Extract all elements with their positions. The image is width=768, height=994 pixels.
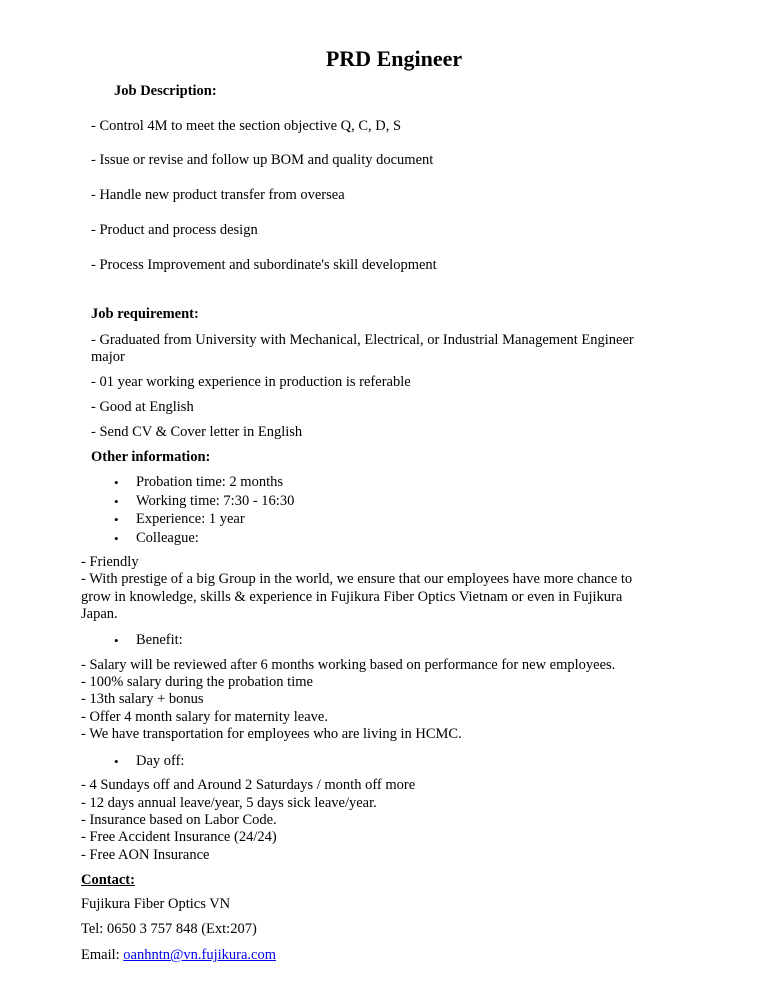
bullet-icon: • <box>114 512 119 527</box>
contact-email-label: Email: <box>81 947 124 963</box>
bullet-icon: • <box>114 494 119 509</box>
job-requirement-item: - 01 year working experience in production is referable <box>91 374 411 390</box>
bullet-icon: • <box>114 754 119 769</box>
benefit-label: Benefit: <box>136 632 183 648</box>
contact-email-row <box>81 947 276 964</box>
job-description-item: - Issue or revise and follow up BOM and quality document <box>91 152 434 168</box>
dayoff-line: - Insurance based on Labor Code. <box>81 812 277 828</box>
benefit-line: - 100% salary during the probation time <box>81 674 313 690</box>
benefit-line: - 13th salary + bonus <box>81 691 204 707</box>
bullet-item: Colleague: <box>136 530 199 546</box>
job-description-item: - Handle new product transfer from oversea <box>91 187 345 203</box>
bullet-icon: • <box>114 531 119 546</box>
job-requirement-item: - Graduated from University with Mechanical, Electrical, or Industrial Management Engineer <box>91 332 634 348</box>
job-requirement-item: - Send CV & Cover letter in English <box>91 424 303 440</box>
dayoff-line: - Free Accident Insurance (24/24) <box>81 829 277 845</box>
job-description-item: - Process Improvement and subordinate's skill development <box>91 257 437 273</box>
page-title: PRD Engineer <box>325 46 463 71</box>
bullet-item: Working time: 7:30 - 16:30 <box>136 493 295 509</box>
contact-heading: Contact: <box>81 872 135 888</box>
bullet-item: Probation time: 2 months <box>136 474 284 490</box>
job-requirement-heading: Job requirement: <box>91 306 199 322</box>
dayoff-label: Day off: <box>136 753 185 769</box>
benefit-line: - We have transportation for employees who are living in HCMC. <box>81 726 462 742</box>
colleague-line: - Friendly <box>81 554 139 570</box>
bullet-item: Experience: 1 year <box>136 511 245 527</box>
email-link[interactable]: oanhntn@vn.fujikura.com <box>123 947 276 963</box>
dayoff-line: - 4 Sundays off and Around 2 Saturdays / month off more <box>81 777 416 793</box>
colleague-line: grow in knowledge, skills & experience in Fujikura Fiber Optics Vietnam or even in Fujikura <box>81 589 623 605</box>
colleague-line: - With prestige of a big Group in the world, we ensure that our employees have more chance to <box>81 571 633 587</box>
dayoff-line: - Free AON Insurance <box>81 847 210 863</box>
bullet-icon: • <box>114 633 119 648</box>
other-information-heading: Other information: <box>91 449 211 465</box>
dayoff-line: - 12 days annual leave/year, 5 days sick leave/year. <box>81 795 377 811</box>
benefit-line: - Offer 4 month salary for maternity leave. <box>81 709 328 725</box>
colleague-line: Japan. <box>81 606 118 622</box>
job-description-item: - Control 4M to meet the section objective Q, C, D, S <box>91 118 402 134</box>
bullet-icon: • <box>114 475 119 490</box>
contact-tel: Tel: 0650 3 757 848 (Ext:207) <box>81 921 257 937</box>
job-description-heading: Job Description: <box>114 83 217 99</box>
job-description-item: - Product and process design <box>91 222 258 238</box>
contact-company: Fujikura Fiber Optics VN <box>81 896 231 912</box>
benefit-line: - Salary will be reviewed after 6 months working based on performance for new employees. <box>81 657 616 673</box>
job-requirement-item: major <box>91 349 125 365</box>
job-requirement-item: - Good at English <box>91 399 194 415</box>
